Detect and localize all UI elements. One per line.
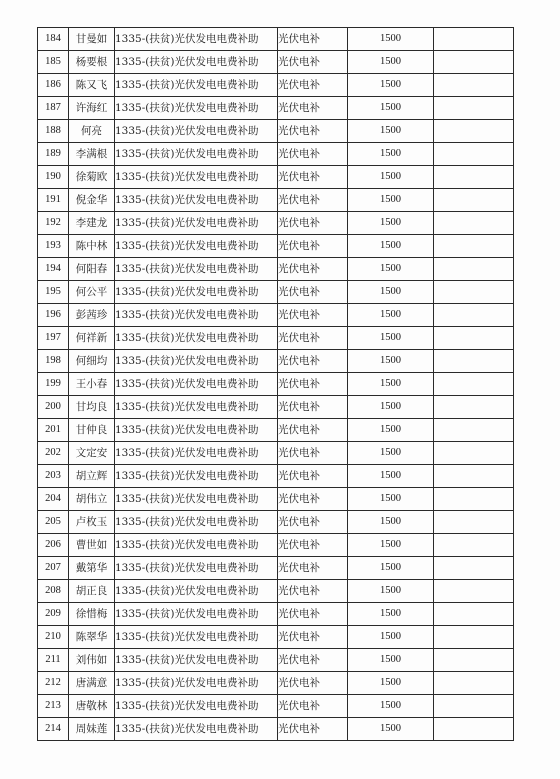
- subsidy-type-cell: 光伏电补: [278, 488, 348, 511]
- subsidy-item-cell: 1335-(扶贫)光伏发电电费补助: [115, 488, 278, 511]
- subsidy-item-cell: 1335-(扶贫)光伏发电电费补助: [115, 235, 278, 258]
- subsidy-type-cell: 光伏电补: [278, 74, 348, 97]
- table-row: [38, 649, 514, 672]
- remark-cell: [434, 373, 514, 396]
- table-row: [38, 488, 514, 511]
- subsidy-item-cell: 1335-(扶贫)光伏发电电费补助: [115, 603, 278, 626]
- recipient-name-cell: 陈中林: [69, 235, 115, 258]
- amount-cell: 1500: [348, 557, 434, 580]
- amount-cell: 1500: [348, 143, 434, 166]
- row-number-cell: 193: [38, 235, 69, 258]
- remark-cell: [434, 557, 514, 580]
- remark-cell: [434, 511, 514, 534]
- table-row: [38, 281, 514, 304]
- subsidy-type-cell: 光伏电补: [278, 373, 348, 396]
- row-number-cell: 190: [38, 166, 69, 189]
- remark-cell: [434, 672, 514, 695]
- subsidy-item-cell: 1335-(扶贫)光伏发电电费补助: [115, 580, 278, 603]
- amount-cell: 1500: [348, 258, 434, 281]
- subsidy-type-cell: 光伏电补: [278, 189, 348, 212]
- row-number-cell: 211: [38, 649, 69, 672]
- subsidy-item-cell: 1335-(扶贫)光伏发电电费补助: [115, 626, 278, 649]
- row-number-cell: 205: [38, 511, 69, 534]
- subsidy-item-cell: 1335-(扶贫)光伏发电电费补助: [115, 327, 278, 350]
- amount-cell: 1500: [348, 74, 434, 97]
- amount-cell: 1500: [348, 373, 434, 396]
- subsidy-type-cell: 光伏电补: [278, 327, 348, 350]
- subsidy-item-cell: 1335-(扶贫)光伏发电电费补助: [115, 189, 278, 212]
- recipient-name-cell: 杨要根: [69, 51, 115, 74]
- row-number-cell: 207: [38, 557, 69, 580]
- amount-cell: 1500: [348, 281, 434, 304]
- amount-cell: 1500: [348, 166, 434, 189]
- table-row: [38, 327, 514, 350]
- recipient-name-cell: 何祥新: [69, 327, 115, 350]
- amount-cell: 1500: [348, 28, 434, 51]
- subsidy-table: [37, 27, 514, 741]
- subsidy-item-cell: 1335-(扶贫)光伏发电电费补助: [115, 534, 278, 557]
- table-row: [38, 28, 514, 51]
- recipient-name-cell: 胡正良: [69, 580, 115, 603]
- subsidy-type-cell: 光伏电补: [278, 166, 348, 189]
- recipient-name-cell: 何公平: [69, 281, 115, 304]
- row-number-cell: 187: [38, 97, 69, 120]
- subsidy-item-cell: 1335-(扶贫)光伏发电电费补助: [115, 51, 278, 74]
- remark-cell: [434, 603, 514, 626]
- amount-cell: 1500: [348, 350, 434, 373]
- amount-cell: 1500: [348, 695, 434, 718]
- table-row: [38, 511, 514, 534]
- table-row: [38, 373, 514, 396]
- subsidy-item-cell: 1335-(扶贫)光伏发电电费补助: [115, 350, 278, 373]
- subsidy-type-cell: 光伏电补: [278, 603, 348, 626]
- remark-cell: [434, 97, 514, 120]
- recipient-name-cell: 甘曼如: [69, 28, 115, 51]
- table-row: [38, 235, 514, 258]
- recipient-name-cell: 何细均: [69, 350, 115, 373]
- remark-cell: [434, 235, 514, 258]
- subsidy-type-cell: 光伏电补: [278, 120, 348, 143]
- subsidy-type-cell: 光伏电补: [278, 557, 348, 580]
- recipient-name-cell: 文定安: [69, 442, 115, 465]
- subsidy-item-cell: 1335-(扶贫)光伏发电电费补助: [115, 373, 278, 396]
- table-row: [38, 166, 514, 189]
- table-row: [38, 51, 514, 74]
- amount-cell: 1500: [348, 649, 434, 672]
- recipient-name-cell: 徐惜梅: [69, 603, 115, 626]
- subsidy-type-cell: 光伏电补: [278, 442, 348, 465]
- remark-cell: [434, 534, 514, 557]
- row-number-cell: 206: [38, 534, 69, 557]
- table-row: [38, 626, 514, 649]
- recipient-name-cell: 何阳春: [69, 258, 115, 281]
- table-row: [38, 557, 514, 580]
- subsidy-item-cell: 1335-(扶贫)光伏发电电费补助: [115, 166, 278, 189]
- subsidy-item-cell: 1335-(扶贫)光伏发电电费补助: [115, 557, 278, 580]
- subsidy-type-cell: 光伏电补: [278, 350, 348, 373]
- subsidy-type-cell: 光伏电补: [278, 534, 348, 557]
- amount-cell: 1500: [348, 189, 434, 212]
- row-number-cell: 194: [38, 258, 69, 281]
- subsidy-type-cell: 光伏电补: [278, 97, 348, 120]
- table-row: [38, 97, 514, 120]
- row-number-cell: 197: [38, 327, 69, 350]
- table-row: [38, 258, 514, 281]
- subsidy-item-cell: 1335-(扶贫)光伏发电电费补助: [115, 258, 278, 281]
- table-row: [38, 304, 514, 327]
- amount-cell: 1500: [348, 580, 434, 603]
- amount-cell: 1500: [348, 511, 434, 534]
- remark-cell: [434, 442, 514, 465]
- remark-cell: [434, 396, 514, 419]
- recipient-name-cell: 倪金华: [69, 189, 115, 212]
- row-number-cell: 214: [38, 718, 69, 741]
- table-row: [38, 419, 514, 442]
- row-number-cell: 199: [38, 373, 69, 396]
- remark-cell: [434, 649, 514, 672]
- recipient-name-cell: 许海红: [69, 97, 115, 120]
- subsidy-item-cell: 1335-(扶贫)光伏发电电费补助: [115, 672, 278, 695]
- recipient-name-cell: 徐菊欧: [69, 166, 115, 189]
- recipient-name-cell: 何亮: [69, 120, 115, 143]
- amount-cell: 1500: [348, 304, 434, 327]
- subsidy-type-cell: 光伏电补: [278, 396, 348, 419]
- subsidy-item-cell: 1335-(扶贫)光伏发电电费补助: [115, 396, 278, 419]
- table-row: [38, 672, 514, 695]
- amount-cell: 1500: [348, 212, 434, 235]
- row-number-cell: 200: [38, 396, 69, 419]
- amount-cell: 1500: [348, 396, 434, 419]
- recipient-name-cell: 周妹莲: [69, 718, 115, 741]
- table-row: [38, 212, 514, 235]
- amount-cell: 1500: [348, 442, 434, 465]
- recipient-name-cell: 曹世如: [69, 534, 115, 557]
- table-row: [38, 442, 514, 465]
- row-number-cell: 184: [38, 28, 69, 51]
- row-number-cell: 196: [38, 304, 69, 327]
- row-number-cell: 189: [38, 143, 69, 166]
- subsidy-type-cell: 光伏电补: [278, 718, 348, 741]
- remark-cell: [434, 166, 514, 189]
- amount-cell: 1500: [348, 120, 434, 143]
- table-row: [38, 534, 514, 557]
- row-number-cell: 201: [38, 419, 69, 442]
- subsidy-item-cell: 1335-(扶贫)光伏发电电费补助: [115, 718, 278, 741]
- remark-cell: [434, 281, 514, 304]
- remark-cell: [434, 419, 514, 442]
- recipient-name-cell: 胡伟立: [69, 488, 115, 511]
- amount-cell: 1500: [348, 488, 434, 511]
- subsidy-type-cell: 光伏电补: [278, 511, 348, 534]
- row-number-cell: 191: [38, 189, 69, 212]
- table-row: [38, 143, 514, 166]
- amount-cell: 1500: [348, 626, 434, 649]
- row-number-cell: 195: [38, 281, 69, 304]
- remark-cell: [434, 350, 514, 373]
- subsidy-item-cell: 1335-(扶贫)光伏发电电费补助: [115, 419, 278, 442]
- table-row: [38, 189, 514, 212]
- remark-cell: [434, 488, 514, 511]
- subsidy-type-cell: 光伏电补: [278, 672, 348, 695]
- remark-cell: [434, 143, 514, 166]
- remark-cell: [434, 327, 514, 350]
- amount-cell: 1500: [348, 718, 434, 741]
- amount-cell: 1500: [348, 419, 434, 442]
- subsidy-type-cell: 光伏电补: [278, 649, 348, 672]
- remark-cell: [434, 465, 514, 488]
- subsidy-item-cell: 1335-(扶贫)光伏发电电费补助: [115, 281, 278, 304]
- table-row: [38, 120, 514, 143]
- subsidy-item-cell: 1335-(扶贫)光伏发电电费补助: [115, 212, 278, 235]
- subsidy-item-cell: 1335-(扶贫)光伏发电电费补助: [115, 511, 278, 534]
- recipient-name-cell: 卢枚玉: [69, 511, 115, 534]
- recipient-name-cell: 李建龙: [69, 212, 115, 235]
- recipient-name-cell: 陈翠华: [69, 626, 115, 649]
- recipient-name-cell: 甘仲良: [69, 419, 115, 442]
- subsidy-type-cell: 光伏电补: [278, 419, 348, 442]
- recipient-name-cell: 陈又飞: [69, 74, 115, 97]
- remark-cell: [434, 212, 514, 235]
- subsidy-type-cell: 光伏电补: [278, 580, 348, 603]
- subsidy-type-cell: 光伏电补: [278, 626, 348, 649]
- row-number-cell: 208: [38, 580, 69, 603]
- amount-cell: 1500: [348, 672, 434, 695]
- subsidy-item-cell: 1335-(扶贫)光伏发电电费补助: [115, 74, 278, 97]
- subsidy-item-cell: 1335-(扶贫)光伏发电电费补助: [115, 120, 278, 143]
- remark-cell: [434, 74, 514, 97]
- remark-cell: [434, 718, 514, 741]
- recipient-name-cell: 唐满意: [69, 672, 115, 695]
- remark-cell: [434, 120, 514, 143]
- remark-cell: [434, 626, 514, 649]
- subsidy-item-cell: 1335-(扶贫)光伏发电电费补助: [115, 97, 278, 120]
- row-number-cell: 198: [38, 350, 69, 373]
- subsidy-type-cell: 光伏电补: [278, 235, 348, 258]
- row-number-cell: 210: [38, 626, 69, 649]
- row-number-cell: 203: [38, 465, 69, 488]
- row-number-cell: 186: [38, 74, 69, 97]
- table-row: [38, 603, 514, 626]
- remark-cell: [434, 580, 514, 603]
- subsidy-item-cell: 1335-(扶贫)光伏发电电费补助: [115, 695, 278, 718]
- subsidy-type-cell: 光伏电补: [278, 51, 348, 74]
- subsidy-type-cell: 光伏电补: [278, 281, 348, 304]
- table-row: [38, 350, 514, 373]
- recipient-name-cell: 唐敬林: [69, 695, 115, 718]
- amount-cell: 1500: [348, 327, 434, 350]
- row-number-cell: 188: [38, 120, 69, 143]
- subsidy-item-cell: 1335-(扶贫)光伏发电电费补助: [115, 143, 278, 166]
- subsidy-type-cell: 光伏电补: [278, 304, 348, 327]
- remark-cell: [434, 189, 514, 212]
- row-number-cell: 213: [38, 695, 69, 718]
- recipient-name-cell: 彭茜珍: [69, 304, 115, 327]
- row-number-cell: 209: [38, 603, 69, 626]
- subsidy-type-cell: 光伏电补: [278, 258, 348, 281]
- remark-cell: [434, 28, 514, 51]
- subsidy-item-cell: 1335-(扶贫)光伏发电电费补助: [115, 442, 278, 465]
- subsidy-type-cell: 光伏电补: [278, 212, 348, 235]
- recipient-name-cell: 李满根: [69, 143, 115, 166]
- recipient-name-cell: 胡立辉: [69, 465, 115, 488]
- table-row: [38, 396, 514, 419]
- table-row: [38, 580, 514, 603]
- subsidy-item-cell: 1335-(扶贫)光伏发电电费补助: [115, 649, 278, 672]
- amount-cell: 1500: [348, 465, 434, 488]
- subsidy-item-cell: 1335-(扶贫)光伏发电电费补助: [115, 304, 278, 327]
- amount-cell: 1500: [348, 603, 434, 626]
- remark-cell: [434, 304, 514, 327]
- amount-cell: 1500: [348, 51, 434, 74]
- remark-cell: [434, 695, 514, 718]
- subsidy-item-cell: 1335-(扶贫)光伏发电电费补助: [115, 28, 278, 51]
- row-number-cell: 212: [38, 672, 69, 695]
- amount-cell: 1500: [348, 97, 434, 120]
- row-number-cell: 192: [38, 212, 69, 235]
- subsidy-item-cell: 1335-(扶贫)光伏发电电费补助: [115, 465, 278, 488]
- recipient-name-cell: 王小春: [69, 373, 115, 396]
- subsidy-type-cell: 光伏电补: [278, 143, 348, 166]
- table-row: [38, 718, 514, 741]
- row-number-cell: 185: [38, 51, 69, 74]
- subsidy-type-cell: 光伏电补: [278, 695, 348, 718]
- remark-cell: [434, 51, 514, 74]
- table-row: [38, 465, 514, 488]
- recipient-name-cell: 甘均良: [69, 396, 115, 419]
- table-row: [38, 74, 514, 97]
- remark-cell: [434, 258, 514, 281]
- subsidy-type-cell: 光伏电补: [278, 28, 348, 51]
- amount-cell: 1500: [348, 534, 434, 557]
- row-number-cell: 202: [38, 442, 69, 465]
- table-row: [38, 695, 514, 718]
- recipient-name-cell: 戴第华: [69, 557, 115, 580]
- recipient-name-cell: 刘伟如: [69, 649, 115, 672]
- table-body: [38, 28, 514, 741]
- row-number-cell: 204: [38, 488, 69, 511]
- subsidy-type-cell: 光伏电补: [278, 465, 348, 488]
- amount-cell: 1500: [348, 235, 434, 258]
